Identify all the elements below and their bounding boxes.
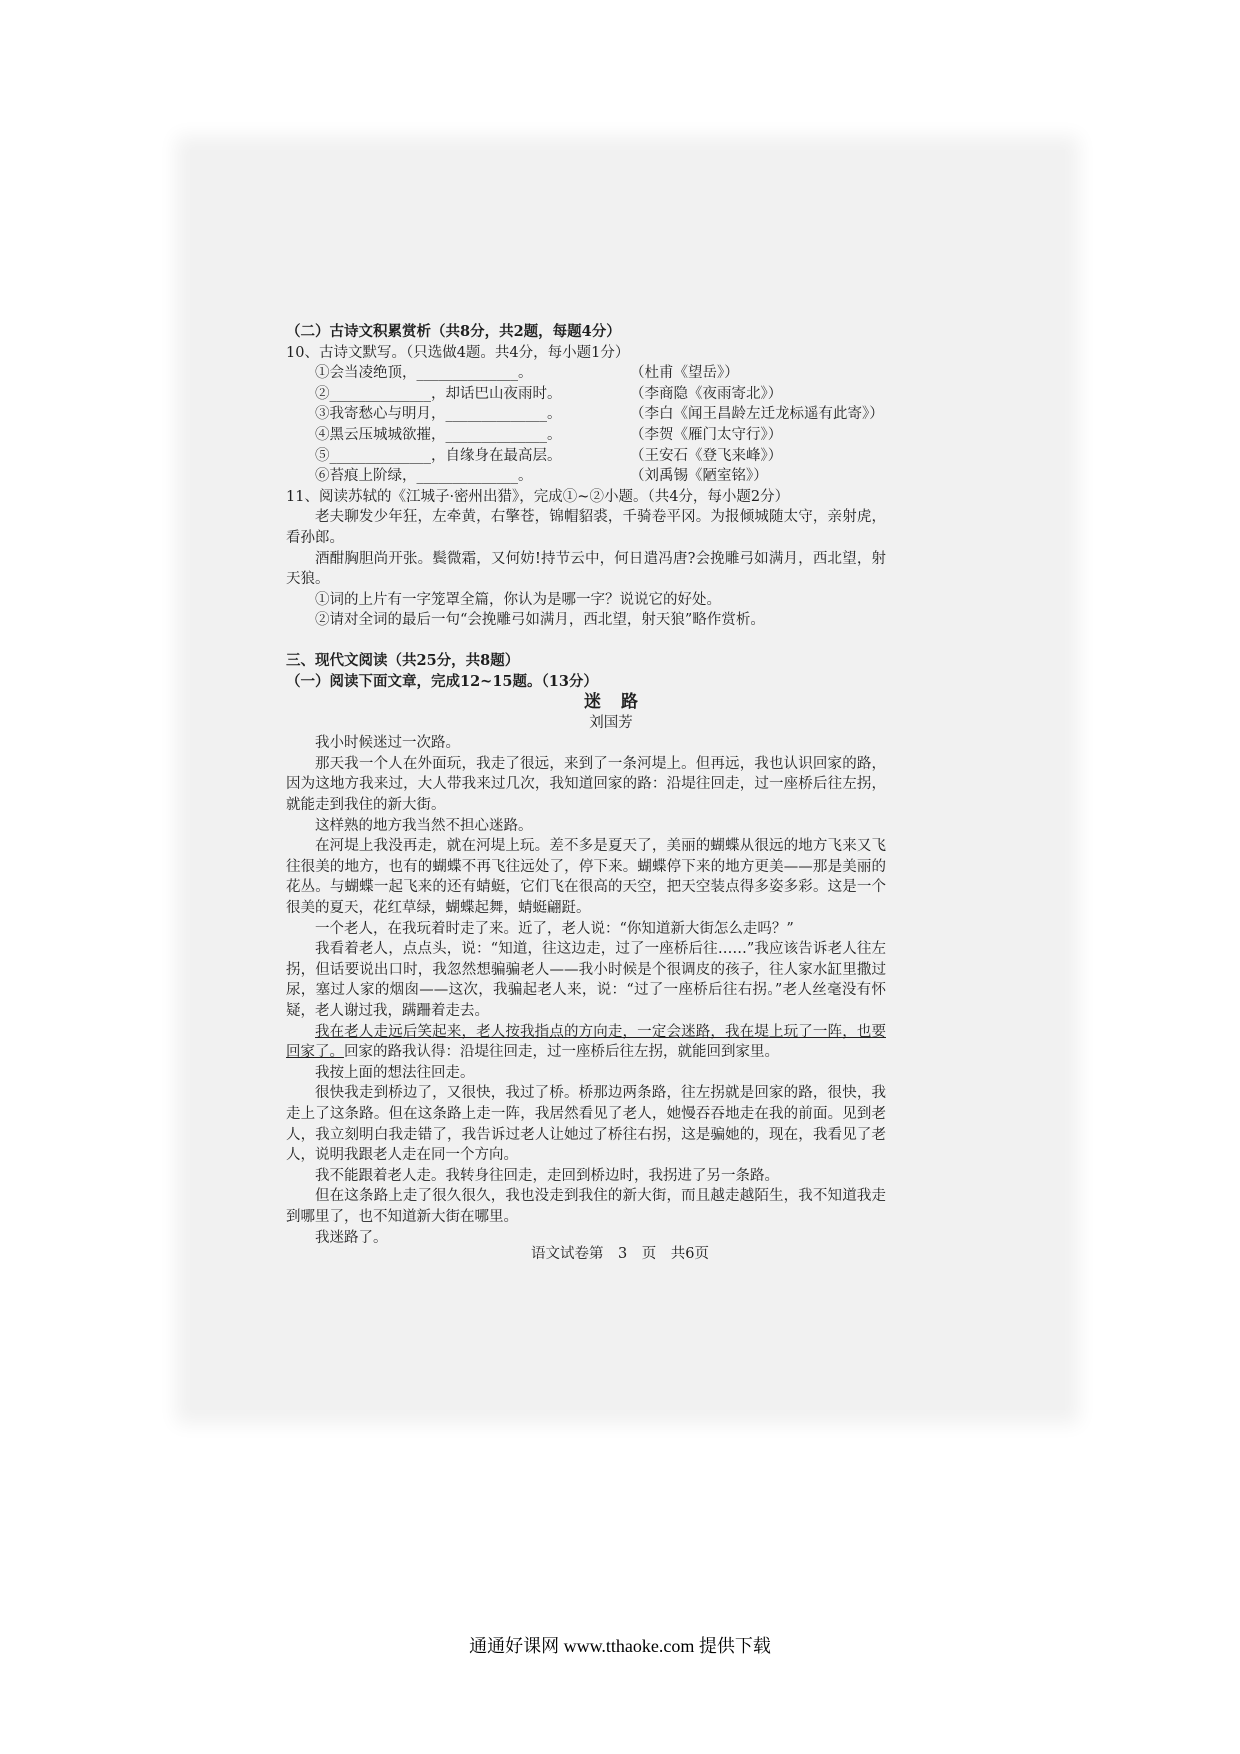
sentence: 回家的路我认得：沿堤往回走，过一座桥后往左拐，就能回到家里。	[344, 1044, 779, 1061]
paragraph: 我按上面的想法往回走。	[315, 1064, 475, 1081]
recitation-item: ④黑云压城城欲摧，______________。 （李贺《雁门太守行》）	[315, 426, 783, 443]
recitation-item: ⑥苔痕上阶绿，______________。 （刘禹锡《陋室铭》）	[315, 468, 768, 485]
section3-subheading: （一）阅读下面文章，完成12~15题。（13分）	[286, 672, 598, 690]
poem-stanza: 老夫聊发少年狂，左牵黄，右擎苍，锦帽貂裘，千骑卷平冈。为报倾城随太守，亲射虎，看孙郎。	[286, 509, 886, 546]
paragraph: 一个老人，在我玩着时走了来。近了，老人说：“你知道新大街怎么走吗？”	[315, 920, 794, 937]
paragraph: 这样熟的地方我当然不担心迷路。	[315, 817, 533, 834]
poem	[286, 507, 886, 589]
article-author: 刘国芳	[589, 714, 633, 731]
paragraph: 在河堤上我没再走，就在河堤上玩。差不多是夏天了，美丽的蝴蝶从很远的地方飞来又飞往很美的地方，也有的蝴蝶不再飞往远处了，停下来。蝴蝶停下来的地方更美——那是美丽的花丛。与蝴蝶一起飞来的还有蜻蜓，它们飞在很高的天空，把天空装点得多姿多彩。这是一个很美的夏天，花红草绿，蝴蝶起舞，蜻蜓翩跹。	[286, 838, 886, 917]
question-11-sub1: ①词的上片有一字笼罩全篇，你认为是哪一字？说说它的好处。	[315, 591, 721, 608]
paragraph: 我不能跟着老人走。我转身往回走，走回到桥边时，我拐进了另一条路。	[315, 1167, 779, 1184]
recitation-item: ⑤______________，自缘身在最高层。 （王安石《登飞来峰》）	[315, 447, 783, 464]
site-watermark: 通通好课网 www.tthaoke.com 提供下载	[469, 1636, 771, 1656]
poem-stanza: 酒酣胸胆尚开张。鬓微霜，又何妨!持节云中，何日遣冯唐?会挽雕弓如满月，西北望，射天狼。	[286, 550, 886, 588]
paragraph: 很快我走到桥边了，又很快，我过了桥。桥那边两条路，往左拐就是回家的路，很快，我走上了这条路。但在这条路上走一阵，我居然看见了老人，她慢吞吞地走在我的前面。见到老人，我立刻明白我走错了，我告诉过老人让她过了桥往右拐，这是骗她的，现在，我看见了老人，说明我跟老人走在同一个方向。	[286, 1085, 886, 1164]
paragraph: 我看着老人，点点头，说：“知道，往这边走，过了一座桥后往……”我应该告诉老人往左拐，但话要说出口时，我忽然想骗骗老人——我小时候是个很调皮的孩子，往人家水缸里撒过尿，塞过人家的烟囱——这次，我骗起老人来，说：“过了一座桥后往右拐。”老人丝毫没有怀疑，老人谢过我，蹒跚着走去。	[286, 941, 886, 1019]
recitation-list	[286, 363, 936, 487]
recitation-item: ②______________，却话巴山夜雨时。 （李商隐《夜雨寄北》）	[315, 385, 783, 402]
question-11: 11、阅读苏轼的《江城子·密州出猎》，完成①~②小题。（共4分，每小题2分）	[286, 488, 790, 505]
paragraph: 我小时候迷过一次路。	[315, 735, 460, 752]
page-number: 语文试卷第 3 页 共6页	[531, 1246, 709, 1262]
paragraph: 我迷路了。	[315, 1229, 388, 1246]
section3-heading: 三、现代文阅读（共25分，共8题）	[286, 651, 520, 669]
question-11-sub2: ②请对全词的最后一句“会挽雕弓如满月，西北望，射天狼”略作赏析。	[315, 612, 765, 629]
paragraph-underlined	[286, 1022, 886, 1063]
recitation-item: ①会当凌绝顶，______________。 （杜甫《望岳》）	[315, 365, 739, 382]
underlined-sentence: 我在老人走远后笑起来，老人按我指点的方向走，一定会迷路，我在堤上玩了一阵，也要回家了。	[286, 1023, 886, 1061]
paragraph: 但在这条路上走了很久很久，我也没走到我住的新大街，而且越走越陌生，我不知道我走到哪里了，也不知道新大街在哪里。	[286, 1188, 886, 1225]
paragraph: 那天我一个人在外面玩，我走了很远，来到了一条河堤上。但再远，我也认识回家的路，因为这地方我来过，大人带我来过几次，我知道回家的路：沿堤往回走，过一座桥后往左拐，就能走到我住的新大街。	[286, 755, 886, 814]
recitation-item: ③我寄愁心与明月，______________。 （李白《闻王昌龄左迁龙标遥有此寄》）	[315, 406, 884, 423]
article-title: 迷路	[584, 692, 658, 713]
section2-heading: （二）古诗文积累赏析（共8分，共2题，每题4分）	[286, 323, 621, 340]
exam-content	[286, 322, 936, 1248]
article-body	[286, 733, 886, 1248]
question-10: 10、古诗文默写。（只选做4题。共4分，每小题1分）	[286, 344, 630, 361]
